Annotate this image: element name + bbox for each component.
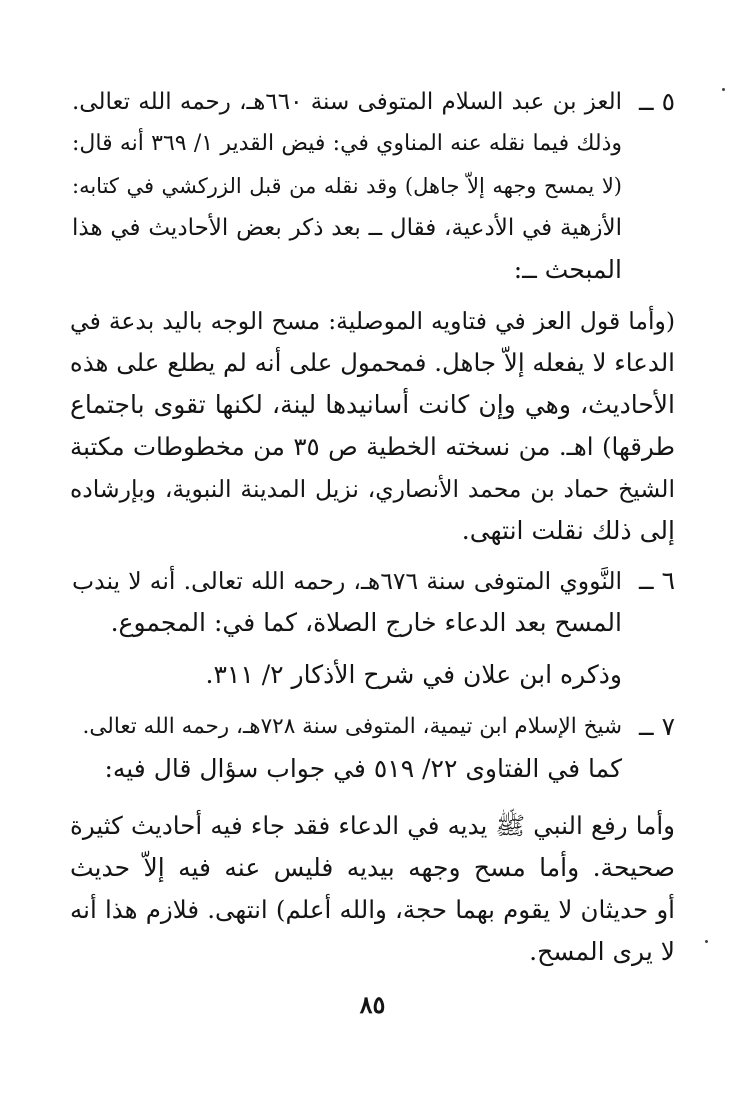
text-line: المسح بعد الدعاء خارج الصلاة، كما في: المجموع. (110, 608, 622, 637)
quote-line: طرقها) اهـ. من نسخته الخطية ص ٣٥ من مخطوطات مكتبة (70, 432, 676, 461)
text-line: العز بن عبد السلام المتوفى سنة ٦٦٠هـ، رحمه الله تعالى. (72, 89, 622, 115)
quote-line: وأما رفع النبي ﷺ يديه في الدعاء فقد جاء فيه أحاديث كثيرة (70, 811, 675, 840)
entry-number: ٦ ــ (638, 566, 675, 595)
quote-line: صحيحة. وأما مسح وجهه بيديه فليس عنه فيه إلاّ حديث (70, 853, 675, 882)
text-line: وذلك فيما نقله عنه المناوي في: فيض القدير ١/ ٣٦٩ أنه قال: (72, 131, 622, 156)
page-number: ٨٥ (359, 990, 386, 1019)
quote-line: أو حديثان لا يقوم بهما حجة، والله أعلم) انتهى. فلازم هذا أنه (70, 895, 675, 924)
text-line: (لا يمسح وجهه إلاّ جاهل) وقد نقله من قبل الزركشي في كتابه: (72, 174, 622, 198)
quote-line: إلى ذلك نقلت انتهى. (461, 516, 675, 545)
text-line: المبحث ــ: (513, 255, 622, 284)
quote-line: الدعاء لا يفعله إلاّ جاهل. فمحمول على أنه لم يطلع على هذه (69, 348, 675, 377)
text-line: الأزهية في الأدعية، فقال ــ بعد ذكر بعض الأحاديث في هذا (72, 215, 622, 241)
scan-speck (705, 940, 708, 943)
text-line: شيخ الإسلام ابن تيمية، المتوفى سنة ٧٢٨هـ، رحمه الله تعالى. (82, 714, 622, 739)
entry-number: ٥ ــ (638, 87, 675, 116)
quote-line: الشيخ حماد بن محمد الأنصاري، نزيل المدينة النبوية، وبإرشاده (70, 475, 675, 503)
entry-number: ٧ ــ (638, 712, 675, 741)
text-line: كما في الفتاوى ٢٢/ ٥١٩ في جواب سؤال قال فيه: (104, 754, 622, 783)
text-line: وذكره ابن علان في شرح الأذكار ٢/ ٣١١. (205, 660, 622, 689)
text-line: النَّووي المتوفى سنة ٦٧٦هـ، رحمه الله تعالى. أنه لا يندب (72, 567, 623, 595)
scan-speck (722, 88, 725, 91)
quote-line: لا يرى المسح. (529, 937, 675, 966)
quote-line: (وأما قول العز في فتاويه الموصلية: مسح الوجه باليد بدعة في (70, 307, 675, 335)
quote-line: الأحاديث، وهي وإن كانت أسانيدها لينة، لكنها تقوى باجتماع (70, 390, 675, 419)
